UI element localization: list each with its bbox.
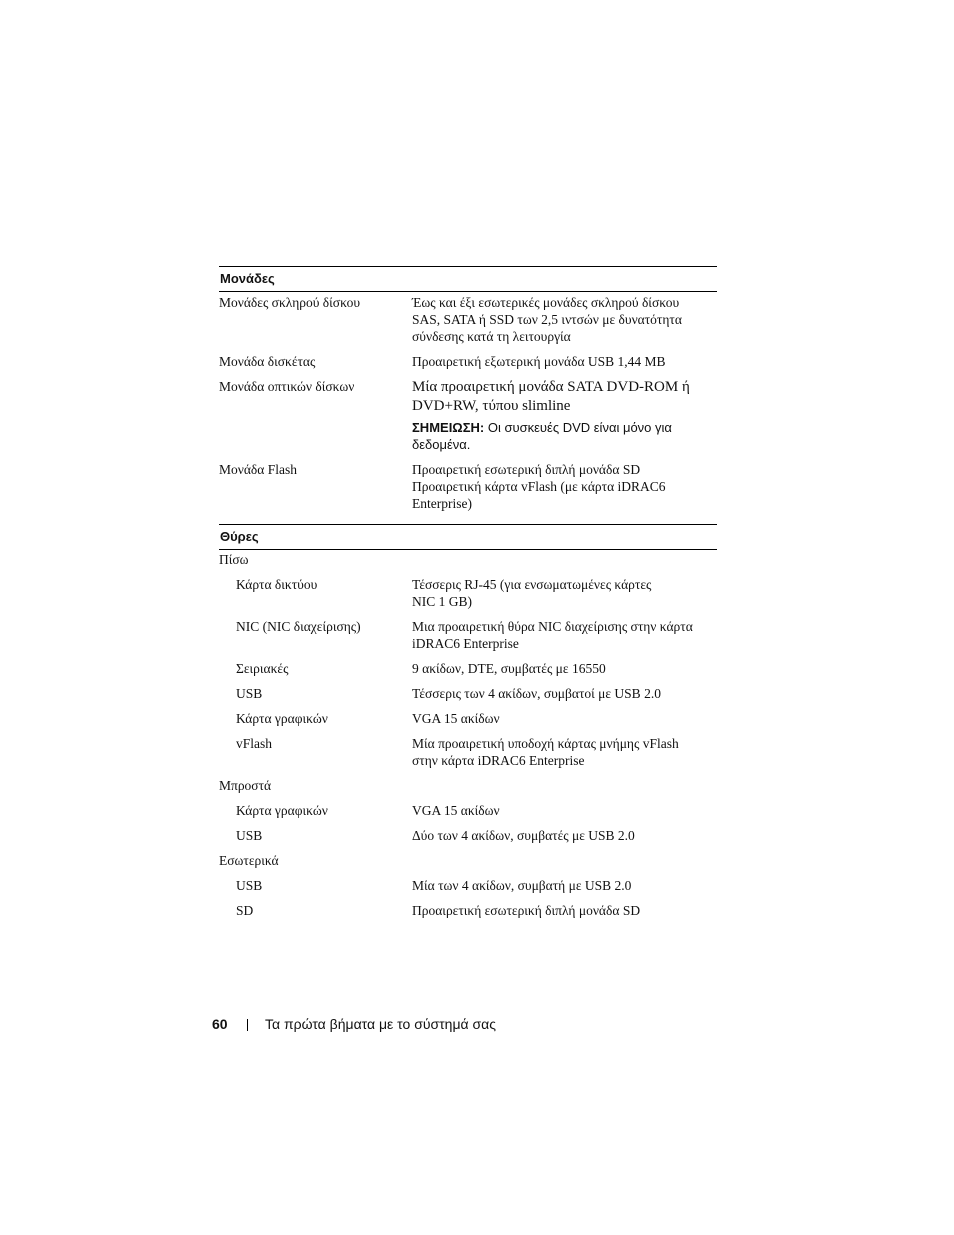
row-label-vflash: vFlash	[236, 736, 273, 751]
footer-divider	[247, 1019, 248, 1031]
row-value-hard-drives-line1: Έως και έξι εσωτερικές μονάδες σκληρού δίσκου	[412, 295, 680, 310]
row-value-management-nic-line2: iDRAC6 Enterprise	[412, 636, 519, 651]
row-value-usb-front: Δύο των 4 ακίδων, συμβατές με USB 2.0	[412, 828, 635, 843]
row-label-floppy-drive: Μονάδα δισκέτας	[219, 354, 316, 369]
row-value-floppy-drive: Προαιρετική εξωτερική μονάδα USB 1,44 MB	[412, 354, 666, 369]
row-value-vflash-line2: στην κάρτα iDRAC6 Enterprise	[412, 753, 585, 768]
row-label-usb-front: USB	[236, 828, 263, 843]
page-number: 60	[212, 1016, 228, 1032]
row-value-optical-drive-line1: Μία προαιρετική μονάδα SATA DVD-ROM ή	[412, 379, 690, 395]
row-value-flash-drive-line3: Enterprise)	[412, 496, 472, 511]
row-label-serial: Σειριακές	[236, 661, 289, 676]
row-label-hard-drives: Μονάδες σκληρού δίσκου	[219, 295, 361, 310]
row-label-optical-drive: Μονάδα οπτικών δίσκων	[219, 379, 355, 394]
section-header-ports: Θύρες	[219, 524, 717, 550]
row-label-video-front: Κάρτα γραφικών	[236, 803, 328, 818]
row-label-usb-internal: USB	[236, 878, 263, 893]
row-label-video-back: Κάρτα γραφικών	[236, 711, 328, 726]
subheading-front: Μπροστά	[219, 778, 272, 793]
row-value-hard-drives-line2: SAS, SATA ή SSD των 2,5 ιντσών με δυνατότητα	[412, 312, 682, 327]
note-label: ΣΗΜΕΙΩΣΗ:	[412, 420, 485, 435]
subheading-back: Πίσω	[219, 552, 249, 567]
note-dvd-data-only	[412, 419, 722, 453]
section-header-drives: Μονάδες	[219, 266, 717, 292]
row-value-usb-back: Τέσσερις των 4 ακίδων, συμβατοί με USB 2.0	[412, 686, 661, 701]
row-label-usb-back: USB	[236, 686, 263, 701]
note-text-line2: δεδομένα.	[412, 437, 471, 452]
row-label-sd-internal: SD	[236, 903, 254, 918]
row-value-hard-drives-line3: σύνδεσης κατά τη λειτουργία	[412, 329, 571, 344]
row-value-network-card-line1: Τέσσερις RJ-45 (για ενσωματωμένες κάρτες	[412, 577, 652, 592]
subheading-internal: Εσωτερικά	[219, 853, 279, 868]
row-value-vflash-line1: Μία προαιρετική υποδοχή κάρτας μνήμης vFlash	[412, 736, 679, 751]
row-label-management-nic: NIC (NIC διαχείρισης)	[236, 619, 361, 634]
row-value-video-front: VGA 15 ακίδων	[412, 803, 500, 818]
row-label-flash-drive: Μονάδα Flash	[219, 462, 297, 477]
row-value-video-back: VGA 15 ακίδων	[412, 711, 500, 726]
row-value-usb-internal: Μία των 4 ακίδων, συμβατή με USB 2.0	[412, 878, 632, 893]
note-text-line1: Οι συσκευές DVD είναι μόνο για	[484, 420, 672, 435]
row-label-network-card: Κάρτα δικτύου	[236, 577, 318, 592]
row-value-network-card-line2: NIC 1 GB)	[412, 594, 472, 609]
row-value-sd-internal: Προαιρετική εσωτερική διπλή μονάδα SD	[412, 903, 641, 918]
row-value-flash-drive-line1: Προαιρετική εσωτερική διπλή μονάδα SD	[412, 462, 641, 477]
footer-title: Τα πρώτα βήματα με το σύστημά σας	[265, 1016, 496, 1032]
row-value-flash-drive-line2: Προαιρετική κάρτα vFlash (με κάρτα iDRAC6	[412, 479, 666, 494]
row-value-management-nic-line1: Μια προαιρετική θύρα NIC διαχείρισης στην κάρτα	[412, 619, 693, 634]
row-value-optical-drive-line2: DVD+RW, τύπου slimline	[412, 398, 571, 414]
row-value-serial: 9 ακίδων, DTE, συμβατές με 16550	[412, 661, 606, 676]
